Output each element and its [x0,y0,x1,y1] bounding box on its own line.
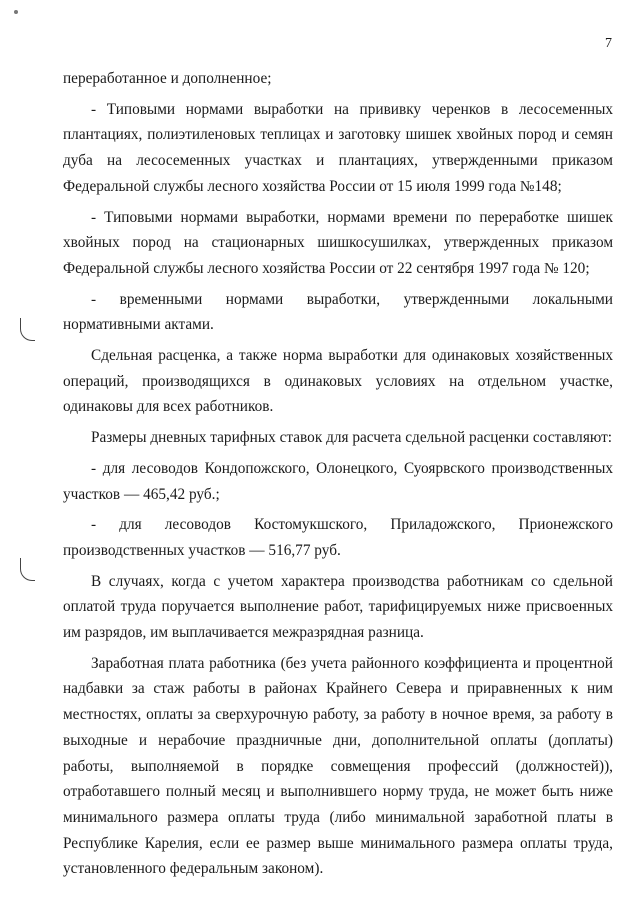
paragraph: - Типовыми нормами выработки, нормами времени по переработке шишек хвойных пород на стационарных шишкосушилках, утвержденных приказом Федеральной службы лесного хозяйства России от 22 сентября 1997 года № 120; [63,208,613,277]
paragraph: переработанное и дополненное; [63,70,272,87]
paragraph: - временными нормами выработки, утвержденными локальными нормативными актами. [63,290,613,334]
paragraph: - для лесоводов Костомукшского, Приладожского, Прионежского производственных участков — 516,77 руб. [63,516,613,559]
paragraph: В случаях, когда с учетом характера производства работникам со сдельной оплатой труда поручается выполнение работ, тарифицируемых ниже присвоенных им разрядов, им выплачивается межразрядная разница. [63,572,613,642]
paragraph: Размеры дневных тарифных ставок для расчета сдельной расценки составляют: [91,429,613,447]
page-number: 7 [605,36,612,51]
document-body [63,66,613,887]
paragraph: - Типовыми нормами выработки на прививку черенков в лесосеменных плантациях, полиэтиленовых теплицах и заготовку шишек хвойных пород и семян дуба на лесосеменных участках и плантациях, утвержденными приказом Федеральной службы лесного хозяйства России от 15 июля 1999 года №148; [63,100,613,195]
paragraph: Заработная плата работника (без учета районного коэффициента и процентной надбавки за стаж работы в районах Крайнего Севера и приравненных к ним местностях, оплаты за сверхурочную работу, за работу в ночное время, за работу в выходные и нерабочие праздничные дни, дополнительной оплаты (доплаты) работы, выполняемой в порядке совмещения профессий (должностей)), отработавшего полный месяц и выполнившего норму труда, не может быть ниже минимального размера оплаты труда (либо минимальной заработной платы в Республике Карелия, если ее размер выше минимального размера оплаты труда, установленного федеральным законом). [63,654,613,878]
paragraph: - для лесоводов Кондопожского, Олонецкого, Суоярвского производственных участков — 465,42 руб.; [63,459,613,503]
binding-hole-mark [20,558,35,581]
binding-hole-mark [20,318,35,341]
paragraph: Сдельная расценка, а также норма выработки для одинаковых хозяйственных операций, производящихся в одинаковых условиях на отдельном участке, одинаковы для всех работников. [63,347,613,416]
scan-speck-mark [14,10,18,14]
